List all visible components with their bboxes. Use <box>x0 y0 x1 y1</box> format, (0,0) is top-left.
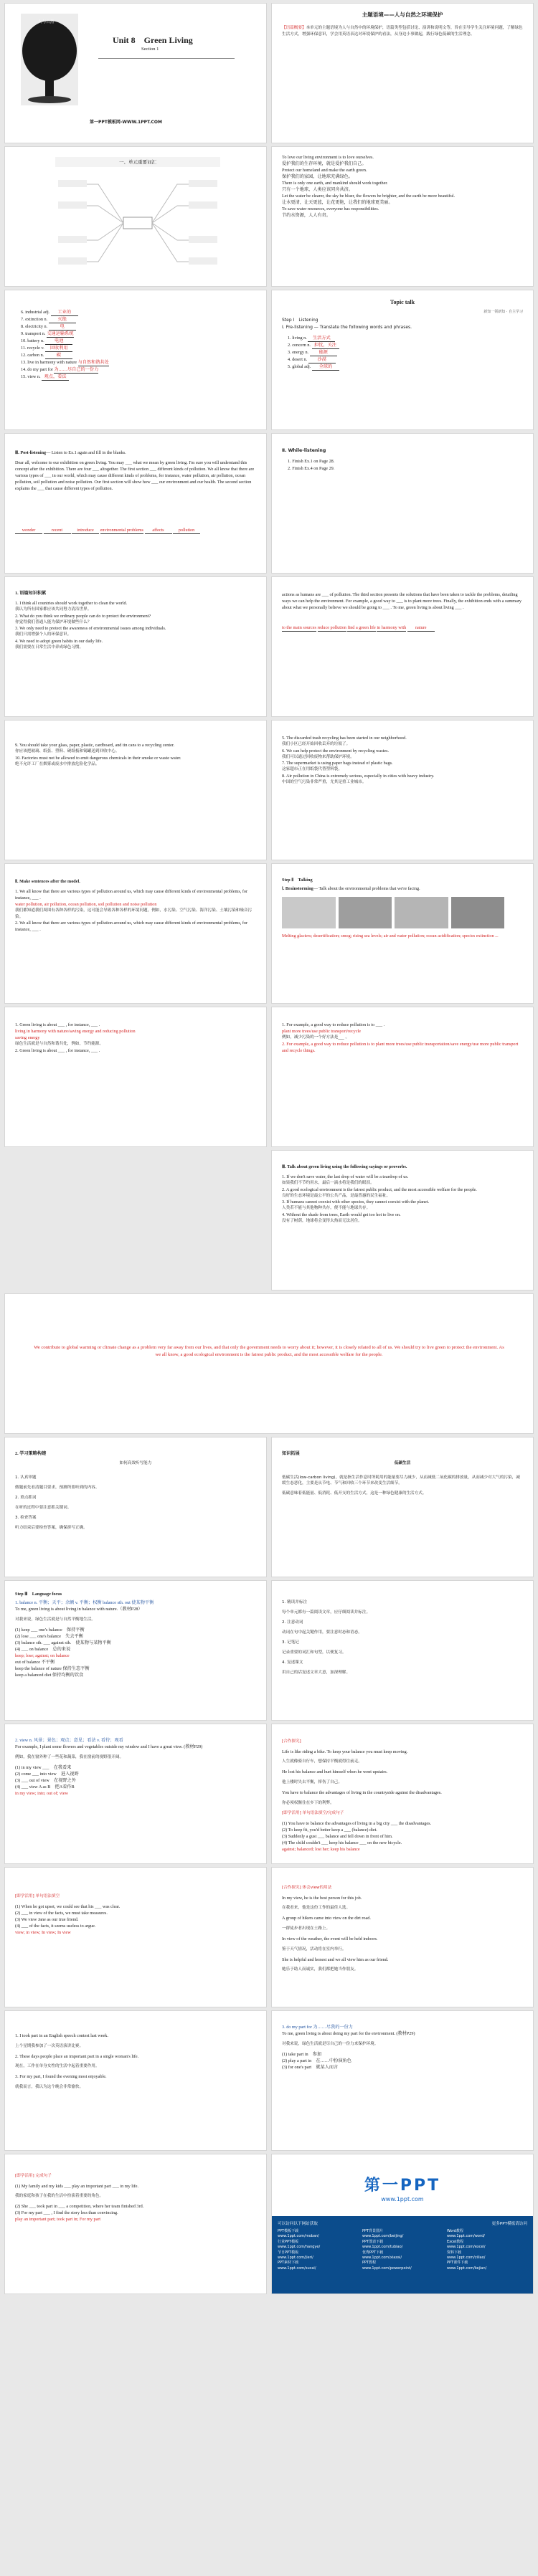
sentence: 3. We only need to protect the awareness of environmental issues among individuals. <box>15 626 166 631</box>
slide-language-balance <box>4 1580 267 1721</box>
slide-theme <box>271 3 534 143</box>
example: Life is like riding a bike. To keep your balance you must keep moving. <box>282 1749 408 1754</box>
sentence: 6. We can help protect the environment by recycling wastes. <box>282 748 390 754</box>
logo-url: www.1ppt.com <box>381 2196 424 2202</box>
slide-post-listening <box>4 433 267 574</box>
tip-body: 记录重要的词汇和句型，以便复习。 <box>282 1650 346 1655</box>
sentence: 2. We all know that there are various types of pollution around us, which may cause different kinds of environmental problems, for instance, ___ . <box>15 921 248 932</box>
list-item: 15. view n. 观点，看法 <box>21 374 109 381</box>
translation: 在我看来，他是这份工作的最佳人选。 <box>282 1906 351 1911</box>
list-item: 14. do my part for 为……尽自己的一份力 <box>21 367 99 372</box>
translation: 对我来说，绿色生活就是与自然平衡地生活。 <box>15 1617 95 1622</box>
translation: 人生就像骑自行车，想保持平衡就得往前走。 <box>282 1759 362 1764</box>
phrase: (1) take part in 参加 <box>282 2051 322 2057</box>
section-head: [即学活用] 单句语法填空/完成句子 <box>282 1810 344 1815</box>
slide-balance-practice <box>271 1724 534 1864</box>
example: She is helpful and honest and we all view him as our friend. <box>282 1957 389 1962</box>
summary-tag: 【语篇概要】 <box>282 26 306 30</box>
vocab-map-title: 一、单元重要词汇 <box>55 157 220 167</box>
word-entry: 1. balance n. 平衡；天平；余额 v. 平衡；权衡 balance sth. out 使某物平衡 <box>15 1600 154 1605</box>
exercise: (4) ___ of the facts, it seems useless to argue. <box>15 1923 96 1929</box>
section-head: [即学活用] 单句语法填空 <box>15 1893 60 1898</box>
link[interactable]: Word教程 <box>447 2229 463 2233</box>
slide-sentences-3 <box>4 720 267 860</box>
extension: out of balance 不平衡 <box>15 1659 55 1665</box>
link[interactable]: 优秀PPT下载 <box>362 2250 384 2255</box>
link-column <box>278 2229 358 2271</box>
unit-title: Unit 8 Green Living <box>113 35 193 45</box>
divider <box>98 58 235 59</box>
slide-topic-talk <box>271 290 534 430</box>
paragraph: 低碳生活(low-carbon living)，就是指生活作息时所耗用的能量要尽力减少，从而减低二氧化碳的排放量，从而减少对大气的污染，减缓生态恶化，主要是从节电、节气和回收三个环节来改变生活细节。 <box>282 1475 520 1486</box>
photo <box>339 897 392 928</box>
example: To me, green living is about doing my part for the environment. (教材P29) <box>282 2031 415 2036</box>
slide-language-part <box>271 2010 534 2151</box>
example: A group of hikers came into view on the dirt road. <box>282 1916 371 1921</box>
list-item: 6. industrial adj. 工业的 <box>21 309 109 316</box>
list-item: 7. extinction n. 灭绝 <box>21 316 109 323</box>
answer: environmental problems <box>100 528 143 533</box>
sentence: 2. What do you think we ordinary people can do to protect the environment? <box>15 613 151 619</box>
translation: 现在，工作在单身女性的生活中起着重要作用。 <box>15 2064 100 2069</box>
translation: 绿色生活就是与自然和谐共处，例如，节约能源。 <box>15 1042 104 1046</box>
tip-body: 用自己的话复述文章大意，加深理解。 <box>282 1670 351 1676</box>
slide-slogans <box>271 146 534 287</box>
translation: 人类若不能与其他物种共存，便不能与地球共存。 <box>282 1206 371 1210</box>
list-item: 11. recycle v. 回收利用 <box>21 345 109 352</box>
sentence: 1. For example, a good way to reduce pollution is to ___ . <box>282 1022 385 1027</box>
exercise: (1) When he got upset, we could see that his ___ was clear. <box>15 1904 121 1909</box>
answer: nature <box>407 624 435 632</box>
phrase: (2) lose ___ one's balance 失去平衡 <box>15 1633 83 1639</box>
cloze-passage: Dear all, welcome to our exhibition on green living. You may ___ what we mean by green living. I'm sure you will understand this concept after the exhibition. There are four ___ altogether. The first section ___ different kinds of pollution. We all know that there are various types of ___ in our world, which may cause different kinds of problems, for instance, water pollution, air pollution, ocean pollution, soil pollution and noise pollution. Our first section will show how ___ our environment and our health. The second section explains the ___ that cause different types of pollution. <box>15 460 255 491</box>
phrase: (1) keep ___ one's balance 保持平衡 <box>15 1627 85 1632</box>
slide-vocab-map <box>4 146 267 287</box>
link[interactable]: PPT背景图片 <box>362 2229 384 2233</box>
link[interactable]: 节日PPT模板 <box>278 2250 299 2255</box>
sentence: 1. Green living is about ___ , for instance, ___ . <box>15 1022 100 1027</box>
slide-strategy <box>4 1437 267 1577</box>
phrase: (2) play a part in 在……中扮演角色 <box>282 2058 351 2063</box>
translation: 绝不允许工厂在烟雾或废水中排放危险化学品。 <box>15 761 100 766</box>
example: He lost his balance and hurt himself when he went upstairs. <box>282 1769 388 1775</box>
tree-caption: 人与自然 <box>38 20 55 24</box>
summary-body: 本单元的主题语境为人与自然中的环境保护，语篇类型包括讨论、演讲和说明文等，旨在引导学生关注环境问题，了解绿色生活方式，增强环保意识，学会用英语表达对环境保护的看法，从身边小事做起，践行绿色低碳的生活理念。 <box>282 26 523 37</box>
list-item: 9. transport n. 交通运输系统 <box>21 331 74 336</box>
exercise: (1) My family and my kids ___ play an important part ___ in my life. <box>15 2183 139 2189</box>
instruction: — Listen to Ex.1 again and fill in the blanks. <box>46 450 126 455</box>
slide-part-examples <box>4 2010 267 2151</box>
answer: pollution <box>173 527 200 534</box>
saying: 4. Without the shade from trees, Earth would get too hot to live on. <box>282 1212 401 1217</box>
link-url[interactable]: www.1ppt.com/sucai/ <box>278 2266 316 2271</box>
link[interactable]: 行业PPT模板 <box>278 2239 299 2244</box>
exercise: (2) She ___ took part in ___ a competition, where her team finished 3rd. <box>15 2204 144 2210</box>
section-head: Ⅱ. While-listening <box>282 448 326 453</box>
slide-make-sentences <box>4 863 267 1004</box>
tip-head: 4. 复述课文 <box>282 1660 303 1665</box>
task-line: 1. Finish Ex.1 on Page 28. <box>288 459 335 464</box>
translation: 我们只需增强个人的环保意识。 <box>15 632 72 637</box>
sentence: 1. I think all countries should work together to clean the world. <box>15 601 128 606</box>
translation: 上个星期我参加了一次英语演讲比赛。 <box>15 2043 84 2048</box>
slogan-line: 节约水资源，人人有责。 <box>282 213 331 218</box>
link[interactable]: PPT教程 <box>362 2261 377 2266</box>
translation: 对我来说，绿色生活就是尽自己的一份力来保护环境。 <box>282 2041 379 2046</box>
answer: find a green life <box>347 625 376 630</box>
answers: view; in view; In view; In view <box>15 1929 71 1935</box>
link-url[interactable]: www.1ppt.com/excel/ <box>447 2245 486 2250</box>
phrase: (3) for one's part 就某人而言 <box>282 2064 339 2070</box>
section-head: [合作探究] <box>282 1739 301 1744</box>
sentence: 1. We all know that there are various types of pollution around us, which may cause different kinds of environmental problems, for instance, ___ . <box>15 889 248 900</box>
answer: saving energy <box>15 1035 40 1040</box>
tip-head: 3. 记笔记 <box>282 1640 299 1645</box>
link[interactable]: PPT素材下载 <box>278 2261 299 2266</box>
translation: 例如，减少污染的一个好方法是___ 。 <box>282 1035 350 1040</box>
task-line: 2. Finish Ex.4 on Page 29. <box>288 466 335 471</box>
step-label: Step Ⅰ Listening <box>282 318 318 323</box>
sub-title: 如何高效听写能力 <box>119 1461 152 1465</box>
translation: 如果我们不节约用水，最后一滴水将是我们的眼泪。 <box>282 1181 374 1185</box>
tip-head: 2. 重点抓词 <box>15 1495 37 1500</box>
answer: Melting glaciers; desertification; smog; rising sea levels; air and water pollution; ocean acidification; species extinction ... <box>282 933 499 938</box>
tip-head: 2. 注意动词 <box>282 1620 303 1625</box>
exercise: (1) You have to balance the advantages of living in a big city ___ the disadvantages. <box>282 1820 432 1826</box>
photo <box>451 897 505 928</box>
sentence: 2. Green living is about ___ , for instance, ___ . <box>15 1047 100 1053</box>
word-list <box>288 335 339 371</box>
tree-illustration <box>21 14 78 105</box>
paragraph: 低碳意味着低能量、低消耗、低开支的生活方式，这是一种绿色健康的生活方式。 <box>282 1491 427 1496</box>
exercise: (2) To keep fit, you'd better keep a ___ (balance) diet. <box>282 1827 377 1833</box>
translation: 我们可以通过回收废物来帮助保护环境。 <box>282 754 354 759</box>
example: For example, I plant some flowers and vegetables outside my window and I have a great view. (教材P29) <box>15 1744 203 1749</box>
section-head: Ⅲ. Talk about green living using the following sayings or proverbs. <box>282 1164 407 1169</box>
mind-map-diagram <box>55 170 220 277</box>
list-item: 10. battery n. 电池 <box>21 338 109 345</box>
section-head: Ⅰ. Brainstorming <box>282 886 313 891</box>
translation: 例如，我在窗外种了一些花和蔬菜，我在窗前的视野很开阔。 <box>15 1754 124 1759</box>
slide-post-listening-2 <box>271 576 534 717</box>
answer: in harmony with <box>377 625 407 630</box>
tip-head: 3. 检查答案 <box>15 1515 37 1520</box>
instruction: — Talk about the environmental problems that we're facing. <box>313 886 420 891</box>
slide-while-listening <box>271 433 534 574</box>
phrase: (4) ___ view A as B 把A看作B <box>15 1784 75 1790</box>
slide-part-fill <box>4 2154 267 2294</box>
slide-language-view <box>4 1724 267 1864</box>
list-item: 3. energy n. 能源 <box>288 349 339 356</box>
slide-view-practice <box>271 1867 534 2007</box>
link-url[interactable]: www.1ppt.com/beijing/ <box>362 2234 404 2239</box>
slogan-line: To save water resources, everyone has responsibilities. <box>282 206 379 212</box>
translation: 她乐于助人而诚实，我们都把她当作朋友。 <box>282 1967 359 1972</box>
translation: 这家超市正在用纸袋代替塑料袋。 <box>282 767 342 771</box>
slogan-line: Let the water be clearer, the sky be bluer, the flowers be brighter, and the earth be more beautiful. <box>282 194 456 199</box>
translation: 我认为所有国家都应该共同努力清洁世界。 <box>15 607 92 612</box>
link-column <box>447 2229 527 2271</box>
exercise: (4) The child couldn't ___ keep his balance ___ on the new bicycle. <box>282 1840 402 1845</box>
slogan-list <box>282 154 523 219</box>
link-url[interactable]: www.1ppt.com/ziliao/ <box>447 2256 486 2261</box>
photo-strip <box>282 897 504 928</box>
slide-make-sentences-2 <box>271 1007 534 1147</box>
link[interactable]: 资料下载 <box>447 2250 462 2255</box>
theme-title: 主题语境——人与自然之环境保护 <box>362 11 443 18</box>
link-url[interactable]: www.1ppt.com/moban/ <box>278 2234 319 2239</box>
section-head: 2. 学习策略构建 <box>15 1451 47 1456</box>
slogan-line: 让水更清，让天更蓝，让花更艳，让我们的地球更美丽。 <box>282 200 393 205</box>
link-url[interactable]: www.1ppt.com/word/ <box>447 2234 485 2239</box>
section-head: 知识拓展 <box>282 1451 300 1456</box>
link[interactable]: PPT模板下载 <box>278 2229 299 2233</box>
answer: living in harmony with nature/saving energy and reducing pollution <box>15 1029 136 1034</box>
sentence: 10. Factories must not be allowed to emit dangerous chemicals in their smoke or waste water. <box>15 755 181 761</box>
slide-sample-talk <box>4 1293 534 1434</box>
extension: keep the balance of nature 保持生态平衡 <box>15 1665 90 1671</box>
link[interactable]: PPT图表下载 <box>362 2239 384 2244</box>
slide-view-fill <box>4 1867 267 2007</box>
word-entry: 2. view n. 风景；景色；观点；意见；看法 v. 看待；观看 <box>15 1738 123 1743</box>
link-url[interactable]: www.1ppt.com/jieri/ <box>278 2256 313 2261</box>
sentence: 8. Air pollution in China is extremely serious, especially in cities with heavy industry. <box>282 773 435 779</box>
slide-talking <box>271 863 534 1004</box>
slogan-line: To love our living environment is to love ourselves. <box>282 155 374 160</box>
list-item: 8. electricity n. 电 <box>21 323 109 331</box>
tip-body: 动词在句中起关键作用，要注意时态和语态。 <box>282 1630 362 1635</box>
cloze-passage: actions as humans are ___ of pollution. The third section presents the solutions that have been taken to tackle the problems, detailing ways we can help the environment. For example, a good way to ___ is to plant more trees. Finally, the exhibition ends with a summary about what we personally believe we should be going to ___ . To me, green living is about living ___ . <box>282 592 522 610</box>
answer: reduce pollution <box>317 625 346 630</box>
section-head: 1. 语篇知识积累 <box>15 591 47 596</box>
sentence: 4. We need to adopt green habits in our daily life. <box>15 638 103 644</box>
tree-icon <box>21 14 78 105</box>
translation: 我们小区已经开始回收丢弃的垃圾了。 <box>282 742 351 746</box>
translation: 良好的生态环境是最公平的公共产品，是最普惠的民生福祉。 <box>282 1193 391 1198</box>
link-url[interactable]: www.1ppt.com/hangye/ <box>278 2245 321 2250</box>
example: You have to balance the advantages of living in the countryside against the disadvantages. <box>282 1790 442 1796</box>
section-label: Section 1 <box>141 47 159 52</box>
link[interactable]: PPT课件下载 <box>447 2261 468 2266</box>
panel-head: 可以访问以下网站获取 <box>278 2222 318 2226</box>
link-url[interactable]: www.1ppt.com/xiazai/ <box>362 2256 402 2261</box>
slogan-line: Protect our homeland and make the earth green. <box>282 168 367 173</box>
slogan-line: 保护我们的家园，让地球充满绿色。 <box>282 174 353 179</box>
phrase: (3) ___ out of view 在视野之外 <box>15 1777 76 1783</box>
slide-sentences-2 <box>271 720 534 860</box>
link-url[interactable]: www.1ppt.com/powerpoint/ <box>362 2266 412 2271</box>
section-head: Ⅲ. Post-listening <box>15 450 47 455</box>
sub-title: 低碳生活 <box>394 1461 411 1465</box>
slide-sayings <box>271 1150 534 1291</box>
link-url[interactable]: www.1ppt.com/kejian/ <box>447 2266 487 2271</box>
list-item: 5. global adj. 全球的 <box>288 363 339 371</box>
sentence: 7. The supermarket is using paper bags instead of plastic bags. <box>282 761 393 766</box>
answer: affects <box>145 527 172 534</box>
example: In my view, he is the best person for this job. <box>282 1895 362 1901</box>
translation: 你必须权衡住在乡下的利弊。 <box>282 1800 334 1805</box>
word-list <box>21 309 109 381</box>
slogan-line: 只有一个地球，人类应该同舟共济。 <box>282 187 353 192</box>
slide-make-sentences-3 <box>4 1007 267 1147</box>
section-head: [即学活用] 完成句子 <box>15 2173 52 2178</box>
answer: introduce <box>72 527 99 534</box>
saying: 1. If we don't save water, the last drop of water will be a teardrop of us. <box>282 1174 409 1179</box>
answer: to the main sources <box>282 625 316 630</box>
extension: keep a balanced diet 保持均衡的饮食 <box>15 1672 84 1678</box>
exercise: (3) We view Jane as our true friend. <box>15 1916 79 1922</box>
tip-body: 做题前先看清题目要求，预测所要听到的内容。 <box>15 1485 100 1490</box>
answers: in my view; into; out of; view <box>15 1790 68 1796</box>
answers: play an important part; took part in; For my part <box>15 2217 101 2223</box>
link-column <box>362 2229 443 2271</box>
list-item: 2. concern n. 担忧，关注 <box>288 342 339 349</box>
section-head: [合作探究] 体会view的用法 <box>282 1885 332 1890</box>
site-label: 第一PPT模板网-WWW.1PPT.COM <box>90 120 162 125</box>
translation: 就我而言，我认为这个晚会非常愉快。 <box>15 2084 84 2089</box>
saying: 2. A good ecological environment is the fairest public product, and the most accessible welfare for the people. <box>282 1187 477 1192</box>
answer: recent <box>44 527 71 534</box>
section-head: Ⅱ. Make sentences after the model. <box>15 879 80 884</box>
translation: 他上楼时失去平衡，摔伤了自己。 <box>282 1779 342 1784</box>
phrase: (3) balance sth. ___ against sth. 使某物与某物平衡 <box>15 1640 111 1645</box>
translation: 你应该把玻璃、纸张、塑料、硬纸板和锡罐送到回收中心。 <box>15 749 120 754</box>
pre-listening-head: Ⅰ. Pre-listening — Translate the following words and phrases. <box>282 325 412 330</box>
tip-body: 听力结束后要检查答案，确保拼写正确。 <box>15 1526 88 1531</box>
step-label: Step Ⅲ Language focus <box>15 1592 62 1597</box>
step-label: Step Ⅱ Talking <box>282 878 313 883</box>
list-item: 12. carbon n. 碳 <box>21 352 109 359</box>
sample-answer: We contribute to global warming or climate change as a problem very far away from our lives, and that only the government needs to worry about it; however, it is closely related to all of us. We should try to live green to protect the environment. As we all know, a good ecological environment is the fairest public product, and the most accessible welfare for the people. <box>34 1345 504 1357</box>
slide-word-list-2 <box>4 290 267 430</box>
topic-sub: 新知一领新知 · 自主学习 <box>483 310 523 314</box>
list-item: 1. living n. 生活方式 <box>288 335 339 342</box>
phrase: (2) come ___ into view 进入视野 <box>15 1771 79 1777</box>
answers: keep; lose; against; on balance <box>15 1653 70 1658</box>
slide-strategy-2 <box>271 1580 534 1721</box>
example: 2. These days people place an important part in a single woman's life. <box>15 2053 139 2059</box>
slide-knowledge <box>271 1437 534 1577</box>
link-url[interactable]: www.1ppt.com/tubiao/ <box>362 2245 403 2250</box>
answer: water pollution, air pollution, ocean pollution, soil pollution and noise pollution <box>15 902 157 907</box>
link-panel <box>272 2216 533 2294</box>
tip-body: 每个单元都有一篇阅读文章，应仔细阅读并标注。 <box>282 1610 371 1615</box>
link[interactable]: Excel教程 <box>447 2239 464 2244</box>
translation: 一群徒步者出现在土路上。 <box>282 1926 331 1931</box>
sentence: 9. You should take your glass, paper, plastic, cardboard, and tin cans to a recycling center. <box>15 743 175 748</box>
example: 1. I took part in an English speech contest last week. <box>15 2033 108 2038</box>
translation: 我的家庭和孩子在我的生活中扮演着重要的角色。 <box>15 2194 104 2199</box>
panel-head: 更多PPT模板请访问 <box>491 2222 527 2226</box>
photo <box>282 897 336 928</box>
translation: 鉴于天气情况，活动将在室内举行。 <box>282 1947 346 1952</box>
sentence: 2. For example, a good way to reduce pollution is to plant more trees/use public transportation/save energy/use more public transport and recycle things. <box>282 1041 519 1053</box>
sentence: 5. The discarded trash recycling has been started in our neighborhood. <box>282 736 407 741</box>
exercise: (3) Suddenly a gust ___ balance and fell down in front of him. <box>282 1833 393 1839</box>
translation: 我们都知道我们周围有各种各样的污染，这可能会导致各种各样的环境问题，例如，水污染、空气污染、海洋污染、土壤污染和噪音污染。 <box>15 908 253 919</box>
list-item: 4. desert n. 沙漠 <box>288 356 339 363</box>
answer: wonder <box>15 527 42 534</box>
slogan-line: There is only one earth, and mankind should work together. <box>282 181 388 186</box>
slide-footer-ad <box>271 2154 534 2294</box>
slide-cover <box>4 3 267 143</box>
list-item: 13. live in harmony with nature 与自然和谐共处 <box>21 360 109 365</box>
slide-sentences-1 <box>4 576 267 717</box>
tip-head: 1. 精读并标注 <box>282 1600 308 1605</box>
example: To me, green living is about living in balance with nature.（教材P28） <box>15 1607 143 1612</box>
translation: 你觉得我们普通人能为保护环境做些什么？ <box>15 619 92 624</box>
phrase: (4) ___ on balance 总的来说 <box>15 1646 71 1652</box>
translation: 我们需要在日常生活中养成绿色习惯。 <box>15 645 84 650</box>
example: 3. For my part, I found the evening most enjoyable. <box>15 2074 107 2080</box>
example: In view of the weather, the event will be held indoors. <box>282 1936 378 1942</box>
word-entry: 3. do my part for 为……尽我的一份力 <box>282 2025 353 2030</box>
photo <box>395 897 448 928</box>
logo: 第一PPT <box>364 2177 441 2195</box>
exercise: (3) For my part ___ , I find the story less than convincing. <box>15 2210 118 2216</box>
phrase: (1) in my view ___ 在我看来 <box>15 1764 72 1770</box>
answer: plant more trees/use public transport/recycle <box>282 1029 361 1034</box>
translation: 没有了树荫，地球将会变得太热而无法居住。 <box>282 1218 362 1223</box>
topic-title: Topic talk <box>390 299 415 305</box>
translation: 中国的空气污染非常严重，尤其是重工业城市。 <box>282 779 367 784</box>
answers: against; balanced; lost her; keep his balance <box>282 1846 360 1852</box>
slogan-line: 爱护我们的生存环境，就是爱护我们自己。 <box>282 161 367 166</box>
tip-head: 1. 认真审题 <box>15 1475 37 1480</box>
saying: 3. If humans cannot coexist with other species, they cannot coexist with the planet. <box>282 1199 430 1204</box>
exercise: (2) ___ in view of the facts, we must take measures. <box>15 1910 108 1916</box>
tip-body: 在听的过程中要注意抓关键词。 <box>15 1505 72 1510</box>
